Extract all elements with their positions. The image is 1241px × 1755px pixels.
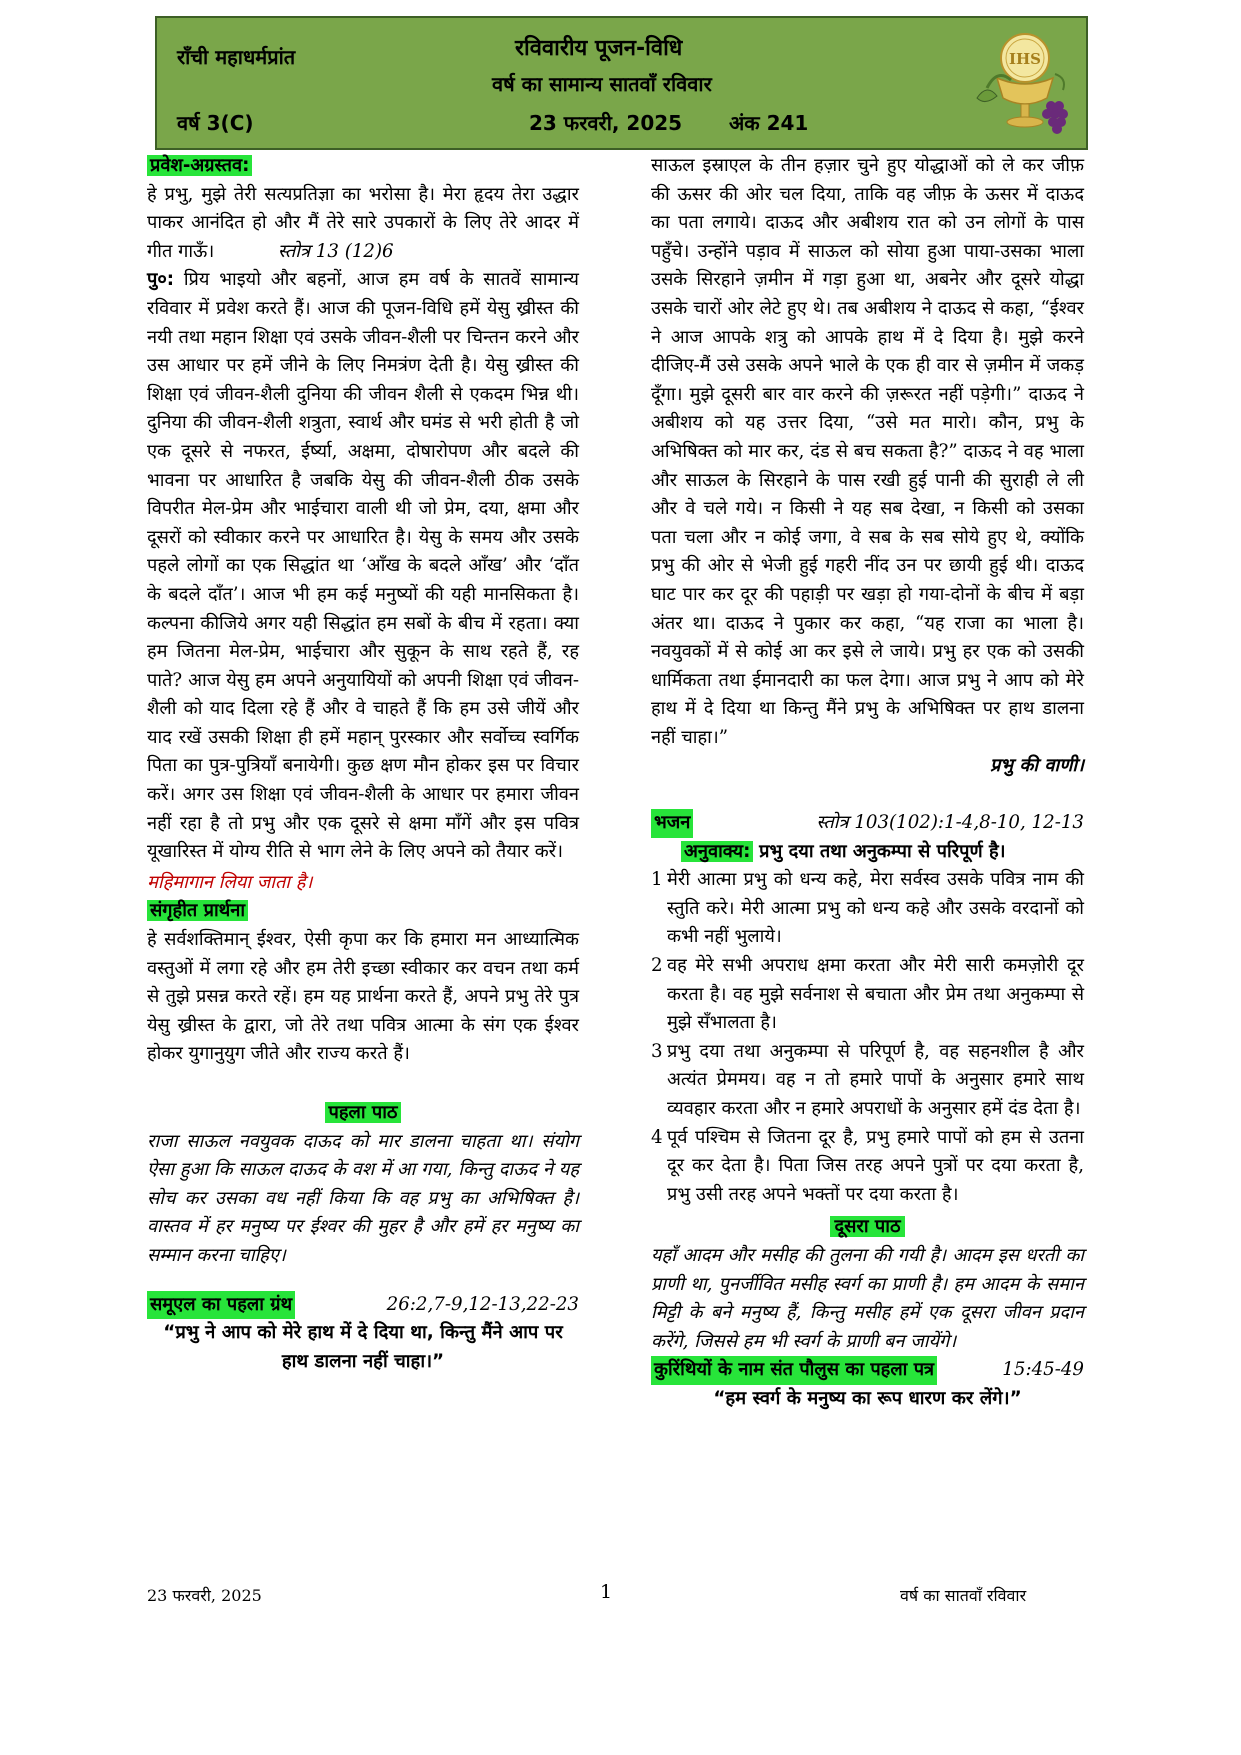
- issue-number: अंक 241: [729, 111, 809, 135]
- psalm-verse: [651, 866, 1084, 952]
- psalm-verse-number: 2: [651, 955, 663, 977]
- entrance-antiphon-text: हे प्रभु, मुझे तेरी सत्यप्रतिज्ञा का भरोसा है। मेरा हृदय तेरा उद्धार पाकर आनंदित हो और मैं तेरे सारे उपकारों के लिए तेरे आदर में गीत गाऊँ। स्तोत्र 13 (12)6: [147, 183, 579, 262]
- psalm-verse: [651, 1038, 1084, 1124]
- samuel-heading-row: [147, 1291, 579, 1320]
- bulletin-subtitle: वर्ष का सामान्य सातवाँ रविवार: [492, 72, 712, 96]
- psalm-verse-text: मेरी आत्मा प्रभु को धन्य कहे, मेरा सर्वस्व उसके पवित्र नाम की स्तुति करे। मेरी आत्मा प्रभु को धन्य कहे और उसके वरदानों को कभी नहीं भुलाये।: [667, 869, 1084, 948]
- collect-heading: संगृहीत प्रार्थना: [147, 900, 248, 921]
- psalm-verse: [651, 1124, 1084, 1210]
- corinth-heading-row: [651, 1356, 1084, 1385]
- second-reading-intro: यहाँ आदम और मसीह की तुलना की गयी है। आदम इस धरती का प्राणी था, पुनर्जीवित मसीह स्वर्ग का प्राणी है। हम आदम के समान मिट्टी के बने मनुष्य हैं, किन्तु मसीह हमें एक दूसरा जीवन प्रदान करेंगे, जिससे हम भी स्वर्ग के प्राणी बन जायेंगे।: [651, 1244, 1084, 1352]
- psalm-verse: [651, 952, 1084, 1038]
- diocese-name: राँची महाधर्मप्रांत: [177, 45, 296, 69]
- priest-label: पु०:: [147, 269, 175, 291]
- psalm-verse-number: 1: [651, 869, 663, 891]
- second-reading-heading-block: [651, 1213, 1084, 1242]
- samuel-quote: “प्रभु ने आप को मेरे हाथ में दे दिया था, किन्तु मैंने आप पर हाथ डालना नहीं चाहा।”: [163, 1322, 563, 1372]
- year-label: वर्ष 3(C): [177, 111, 254, 135]
- psalm-verse-text: वह मेरे सभी अपराध क्षमा करता और मेरी सारी कमज़ोरी दूर करता है। वह मुझे सर्वनाश से बचाता और प्रेम तथा अनुकम्पा से मुझे सँभालता है।: [667, 955, 1084, 1034]
- corinth-ref: 15:45-49: [1002, 1359, 1084, 1381]
- issue-date: 23 फरवरी, 2025: [529, 111, 683, 135]
- first-reading-heading-block: [147, 1099, 579, 1128]
- psalm-verse-number: 3: [651, 1040, 663, 1062]
- chalice-host-icon: [967, 28, 1079, 142]
- header-band: [155, 16, 1088, 150]
- psalm-heading: भजन: [651, 809, 693, 838]
- psalm-verses: [651, 866, 1084, 1209]
- first-reading-heading: पहला पाठ: [325, 1102, 402, 1123]
- footer-date: 23 फरवरी, 2025: [147, 1586, 262, 1605]
- psalm-verse-text: पूर्व पश्चिम से जितना दूर है, प्रभु हमारे पापों को हम से उतना दूर कर देता है। पिता जिस तरह अपने पुत्रों पर दया करता है, प्रभु उसी तरह अपने भक्तों पर दया करता है।: [667, 1126, 1084, 1205]
- entrance-antiphon-heading: प्रवेश-अग्रस्तव:: [147, 155, 252, 176]
- ihs-monogram: IHS: [1008, 50, 1042, 68]
- psalm-heading-row: [651, 809, 1084, 838]
- corinth-heading: कुरिंथियों के नाम संत पौलुस का पहला पत्र: [651, 1356, 937, 1385]
- priest-introduction: पु०: प्रिय भाइयो और बहनों, आज हम वर्ष के सातवें सामान्य रविवार में प्रवेश करते हैं। आज की पूजन-विधि हमें येसु ख्रीस्त की नयी तथा महान शिक्षा एवं उसके जीवन-शैली पर चिन्तन करने और उस आधार पर हमें जीने के लिए निमत्रंण देती है। येसु ख्रीस्त की शिक्षा एवं जीवन-शैली दुनिया की जीवन शैली से एकदम भिन्न थी। दुनिया की जीवन-शैली शत्रुता, स्वार्थ और घमंड से भरी होती है जो एक दूसरे से नफरत, ईर्ष्या, अक्षमा, दोषारोपण और बदले की भावना पर आधारित है जबकि येसु की जीवन-शैली ठीक उसके विपरीत मेल-प्रेम और भाईचारा वाली थी जो प्रेम, दया, क्षमा और दूसरों को स्वीकार करने पर आधारित है। येसु के समय और उसके पहले लोगों का एक सिद्धांत था ‘आँख के बदले आँख’ और ‘दाँत के बदले दाँत’। आज भी हम कई मनुष्यों की यही मानसिकता है। कल्पना कीजिये अगर यही सिद्धांत हम सबों के बीच में रहता। क्या हम जितना मेल-प्रेम, भाईचारा और सुकून के साथ रहते हैं, रह पाते? आज येसु हम अपने अनुयायियों को अपनी शिक्षा एवं जीवन-शैली को याद दिला रहे हैं और वे चाहते हैं कि हम उसे जीयें और याद रखें उसकी शिक्षा ही हमें महान् पुरस्कार और सर्वोच्च स्वर्गिक पिता का पुत्र-पुत्रियाँ बनायेगी। कुछ क्षण मौन होकर इस पर विचार करें। अगर उस शिक्षा एवं जीवन-शैली के आधार पर हमारा जीवन नहीं रहा है तो प्रभु और एक दूसरे से क्षमा माँगें और इस पवित्र यूखारिस्त में योग्य रीति से भाग लेने के लिए अपने को तैयार करें।: [147, 269, 579, 863]
- footer-sunday: वर्ष का सातवाँ रविवार: [900, 1586, 1027, 1605]
- left-column: [147, 152, 579, 1376]
- corinth-quote: “हम स्वर्ग के मनुष्य का रूप धारण कर लेंगे।”: [713, 1387, 1022, 1409]
- gloria-note: महिमागान लिया जाता है।: [147, 871, 313, 893]
- bulletin-title: रविवारीय पूजन-विधि: [515, 36, 683, 61]
- collect-prayer: हे सर्वशक्तिमान् ईश्वर, ऐसी कृपा कर कि हमारा मन आध्यात्मिक वस्तुओं में लगा रहे और हम तेरी इच्छा स्वीकार कर वचन तथा कर्म से तुझे प्रसन्न करते रहें। हम यह प्रार्थना करते हैं, अपने प्रभु तेरे पुत्र येसु ख्रीस्त के द्वारा, जो तेरे तथा पवित्र आत्मा के संग एक ईश्वर होकर युगानुयुग जीते और राज्य करते हैं।: [147, 929, 579, 1065]
- word-of-lord: प्रभु की वाणी।: [989, 755, 1084, 777]
- psalm-ref: स्तोत्र 103(102):1-4,8-10, 12-13: [816, 812, 1084, 834]
- response-label: अनुवाक्य:: [681, 841, 753, 862]
- right-column: [651, 152, 1084, 1414]
- first-reading-text: साऊल इस्राएल के तीन हज़ार चुने हुए योद्धाओं को ले कर जीफ़ की ऊसर की ओर चल दिया, ताकि वह जीफ़ के ऊसर में दाऊद का पता लगाये। दाऊद और अबीशय रात को उन लोगों के पास पहुँचे। उन्होंने पड़ाव में साऊल को सोया हुआ पाया-उसका भाला उसके सिरहाने ज़मीन में गड़ा हुआ था, अबनेर और दूसरे योद्धा उसके चारों ओर लेटे हुए थे। तब अबीशय ने दाऊद से कहा, “ईश्वर ने आज आपके शत्रु को आपके हाथ में दे दिया है। मुझे करने दीजिए-मैं उसे उसके अपने भाले के एक ही वार से ज़मीन में जकड़ दूँगा। मुझे दूसरी बार वार करने की ज़रूरत नहीं पड़ेगी।” दाऊद ने अबीशय को यह उत्तर दिया, “उसे मत मारो। कौन, प्रभु के अभिषिक्त को मार कर, दंड से बच सकता है?” दाऊद ने वह भाला और साऊल के सिरहाने के पास रखी हुई पानी की सुराही ले ली और वे चले गये। न किसी ने यह सब देखा, न किसी को उसका पता चला और न कोई जगा, वे सब के सब सोये हुए थे, क्योंकि प्रभु की ओर से भेजी हुई गहरी नींद उन पर छायी हुई थी। दाऊद घाट पार कर दूर की पहाड़ी पर खड़ा हो गया-दोनों के बीच में बड़ा अंतर था। दाऊद ने पुकार कर कहा, “यह राजा का भाला है। नवयुवकों में से कोई आ कर इसे ले जाये। प्रभु हर एक को उसकी धार्मिकता तथा ईमानदारी का फल देगा। आज प्रभु ने आप को मेरे हाथ में दे दिया था किन्तु मैंने प्रभु के अभिषिक्त पर हाथ डालना नहीं चाहा।”: [651, 155, 1084, 748]
- psalm-verse-number: 4: [651, 1126, 663, 1148]
- samuel-heading: समूएल का पहला ग्रंथ: [147, 1291, 295, 1320]
- response-text: प्रभु दया तथा अनुकम्पा से परिपूर्ण है।: [759, 840, 1006, 862]
- psalm-response: [651, 838, 1084, 867]
- samuel-ref: 26:2,7-9,12-13,22-23: [386, 1293, 579, 1315]
- page-number: 1: [600, 1581, 613, 1603]
- first-reading-intro: राजा साऊल नवयुवक दाऊद को मार डालना चाहता था। संयोग ऐसा हुआ कि साऊल दाऊद के वश में आ गया, किन्तु दाऊद ने यह सोच कर उसका वध नहीं किया कि वह प्रभु का अभिषिक्त है। वास्तव में हर मनुष्य पर ईश्वर की मुहर है और हमें हर मनुष्य का सम्मान करना चाहिए।: [147, 1130, 579, 1266]
- entrance-antiphon-ref: स्तोत्र 13 (12)6: [277, 240, 394, 262]
- second-reading-heading: दूसरा पाठ: [830, 1216, 904, 1237]
- psalm-verse-text: प्रभु दया तथा अनुकम्पा से परिपूर्ण है, वह सहनशील है और अत्यंत प्रेममय। वह न तो हमारे पापों के अनुसार हमारे साथ व्यवहार करता और न हमारे अपराधों के अनुसार हमें दंड देता है।: [667, 1040, 1084, 1119]
